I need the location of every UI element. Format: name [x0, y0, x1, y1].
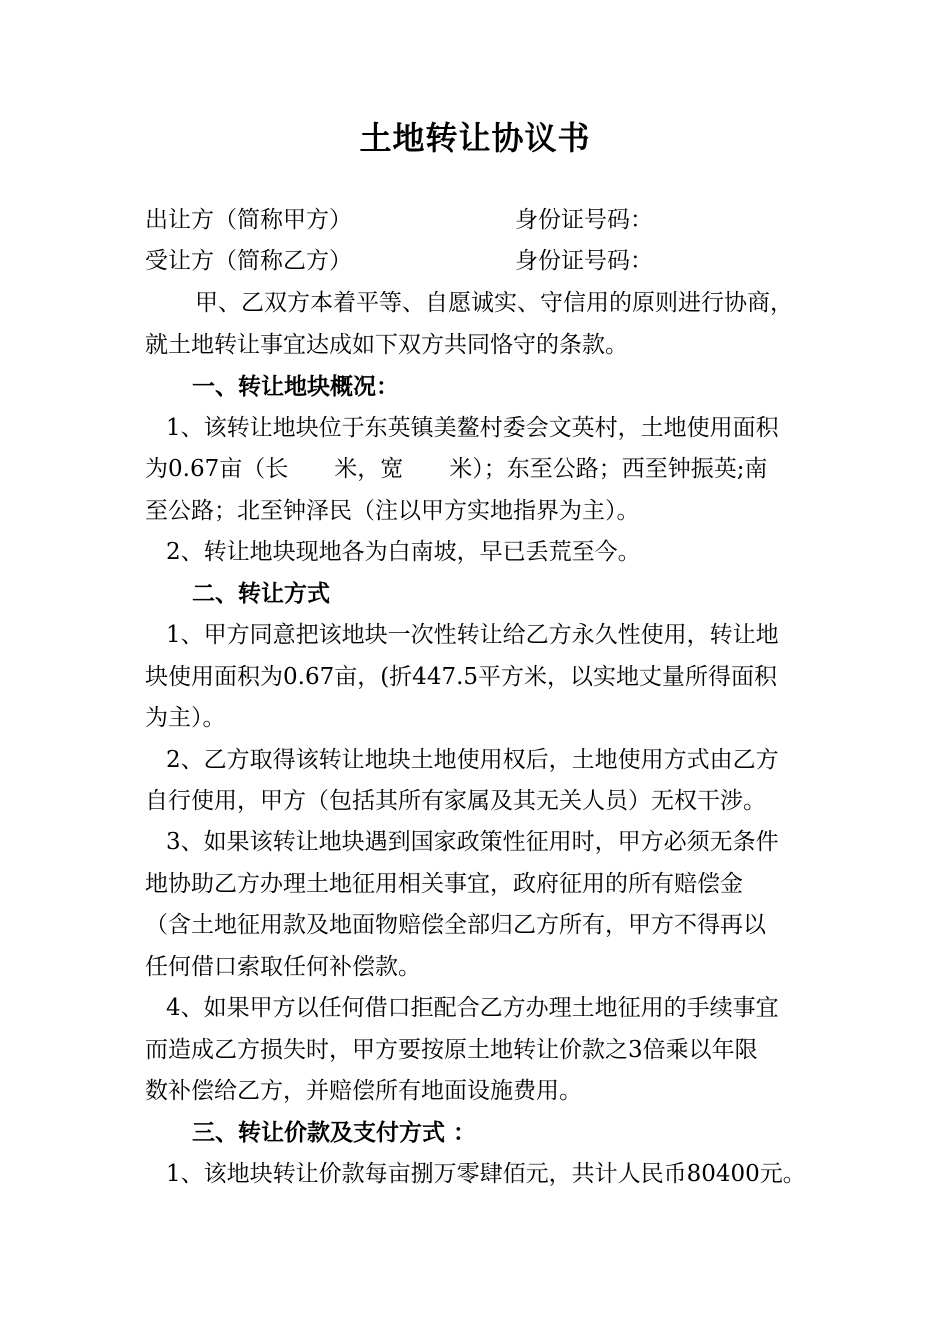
buyer-id-label: 身份证号码：	[515, 248, 653, 274]
buyer-label: 受让方（简称乙方）	[145, 248, 352, 274]
section-2-heading: 二、转让方式	[192, 580, 330, 607]
section-1-item-2-line: 2、转让地块现地各为白南坡，早已丢荒至今。	[166, 539, 641, 565]
section-2-item-2-line: 自行使用，甲方（包括其所有家属及其无关人员）无权干涉。	[145, 788, 766, 814]
section-2-item-1-line: 为主）。	[145, 705, 226, 731]
section-1-item-1-line: 至公路；北至钟泽民（注以甲方实地指界为主）。	[145, 498, 640, 524]
section-2-item-3-line: 3、如果该转让地块遇到国家政策性征用时，甲方必须无条件	[166, 829, 779, 855]
section-2-item-2-line: 2、乙方取得该转让地块土地使用权后，土地使用方式由乙方	[166, 747, 779, 773]
section-2-item-1-line: 块使用面积为0.67亩，(折447.5平方米，以实地丈量所得面积	[145, 664, 778, 690]
section-2-item-4-line: 数补偿给乙方，并赔偿所有地面设施费用。	[145, 1078, 582, 1104]
section-2-item-4-line: 而造成乙方损失时，甲方要按原土地转让价款之3倍乘以年限	[145, 1037, 758, 1063]
section-2-item-3-line: 任何借口索取任何补偿款。	[145, 954, 421, 980]
section-2-item-3-line: （含土地征用款及地面物赔偿全部归乙方所有，甲方不得再以	[145, 912, 766, 938]
section-1-item-1-line: 为0.67亩（长 米，宽 米）；东至公路；西至钟振英;南	[145, 456, 768, 482]
section-1-item-1-line: 1、该转让地块位于东英镇美鳌村委会文英村，土地使用面积	[166, 415, 779, 441]
seller-label: 出让方（简称甲方）	[145, 207, 352, 233]
section-1-heading: 一、转让地块概况：	[192, 373, 399, 400]
intro-line: 甲、乙双方本着平等、自愿诚实、守信用的原则进行协商，	[195, 290, 793, 316]
intro-line: 就土地转让事宜达成如下双方共同恪守的条款。	[145, 332, 628, 358]
section-3-item-1-line: 1、该地块转让价款每亩捌万零肆佰元，共计人民币80400元。	[166, 1161, 806, 1187]
section-2-item-1-line: 1、甲方同意把该地块一次性转让给乙方永久性使用，转让地	[166, 622, 779, 648]
section-3-heading: 三、转让价款及支付方式 ：	[192, 1119, 477, 1146]
section-2-item-3-line: 地协助乙方办理土地征用相关事宜，政府征用的所有赔偿金	[145, 871, 743, 897]
section-2-item-4-line: 4、如果甲方以任何借口拒配合乙方办理土地征用的手续事宜	[166, 995, 779, 1021]
seller-id-label: 身份证号码：	[515, 207, 653, 233]
document-title: 土地转让协议书	[359, 119, 591, 157]
